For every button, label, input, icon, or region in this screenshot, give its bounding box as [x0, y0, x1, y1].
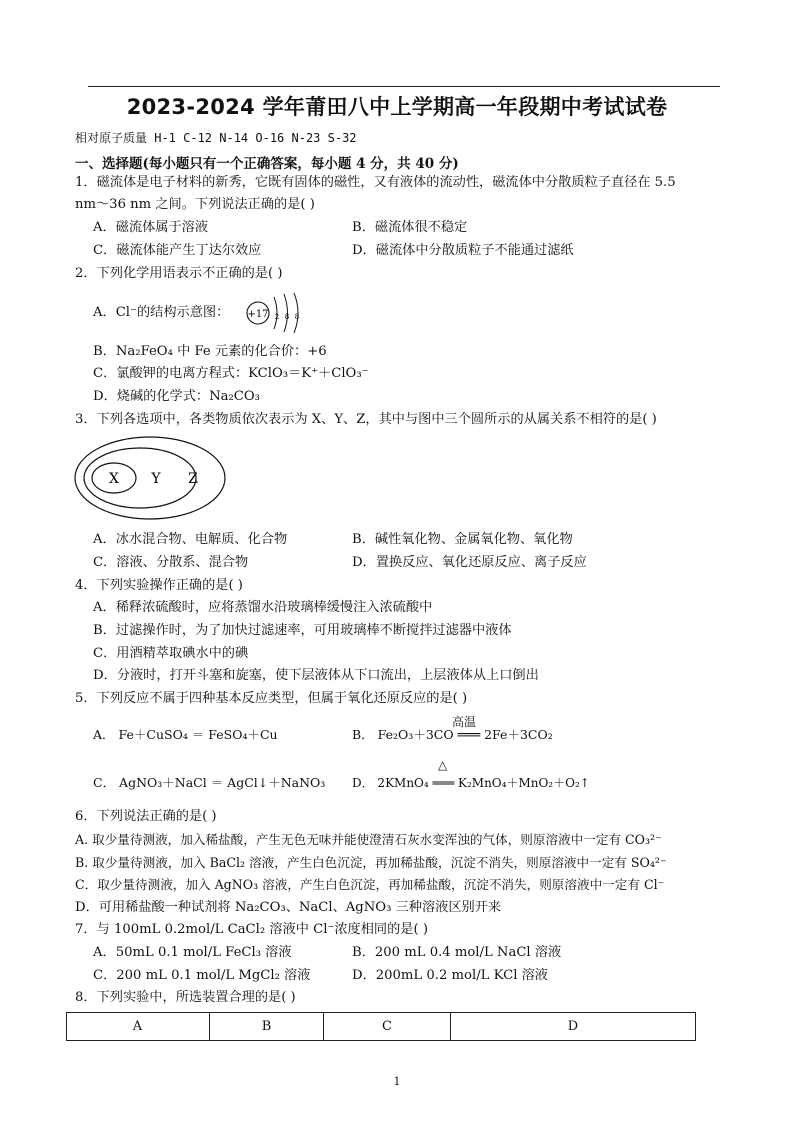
q8-stem: 8．下列实验中，所选装置合理的是( ) — [75, 990, 296, 1005]
table-header-a: A — [66, 1012, 210, 1041]
q1-option-d: D．磁流体中分散质粒子不能通过滤纸 — [352, 243, 574, 258]
q1-stem-line1: 1．磁流体是电子材料的新秀，它既有固体的磁性，又有液体的流动性，磁流体中分散质粒子直径在 5.5 — [75, 175, 676, 190]
circle-label-y: Y — [151, 471, 161, 487]
q5-option-b: B． Fe₂O₃＋3CO ═══ 2Fe＋3CO₂ — [352, 727, 553, 742]
q3-option-b: B．碱性氧化物、金属氧化物、氧化物 — [352, 532, 573, 547]
q6-option-a: A. 取少量待测液，加入稀盐酸，产生无色无味并能使澄清石灰水变浑浊的气体，则原溶液中一定有 CO₃²⁻ — [75, 832, 662, 847]
q5-d-condition: △ — [438, 758, 448, 772]
chloride-ion-structure-diagram — [244, 291, 308, 335]
q5-option-d: D． 2KMnO₄ ═══ K₂MnO₄＋MnO₂＋O₂↑ — [352, 776, 590, 790]
section-heading: 一、选择题(每小题只有一个正确答案，每小题 4 分，共 40 分) — [75, 156, 459, 172]
shell-2-electrons: 8 — [284, 313, 290, 321]
q3-option-c: C．溶液、分散系、混合物 — [93, 555, 249, 570]
q2-option-a: A．Cl⁻的结构示意图： — [93, 305, 230, 320]
q5-b-condition: 高温 — [452, 715, 477, 729]
table-header-d: D — [567, 1019, 579, 1034]
q5-stem: 5．下列反应不属于四种基本反应类型，但属于氧化还原反应的是( ) — [75, 691, 468, 706]
shell-3-electrons: 8 — [294, 313, 300, 321]
q3-option-d: D．置换反应、氧化还原反应、离子反应 — [352, 555, 587, 570]
q4-stem: 4．下列实验操作正确的是( ) — [75, 578, 243, 593]
circle-label-x: X — [109, 471, 119, 487]
q7-stem: 7．与 100mL 0.2mol/L CaCl₂ 溶液中 Cl⁻浓度相同的是( ) — [75, 922, 428, 937]
circle-label-z: Z — [188, 471, 198, 487]
header-rule — [88, 86, 720, 87]
table-header-c: C — [324, 1012, 451, 1041]
q6-option-b: B. 取少量待测液，加入 BaCl₂ 溶液，产生白色沉淀，再加稀盐酸，沉淀不消失，则原溶液中一定有 SO₄²⁻ — [75, 855, 667, 870]
nested-circles-diagram — [72, 434, 232, 522]
table-header-b: B — [210, 1012, 324, 1041]
q3-stem: 3．下列各选项中，各类物质依次表示为 X、Y、Z，其中与图中三个圆所示的从属关系不相符的是( ) — [75, 412, 657, 427]
q4-option-c: C．用酒精萃取碘水中的碘 — [93, 646, 249, 661]
q4-option-b: B．过滤操作时，为了加快过滤速率，可用玻璃棒不断搅拌过滤器中液体 — [93, 623, 512, 638]
q7-option-b: B．200 mL 0.4 mol/L NaCl 溶液 — [352, 945, 562, 960]
q1-option-b: B．磁流体很不稳定 — [352, 220, 468, 235]
q7-option-a: A．50mL 0.1 mol/L FeCl₃ 溶液 — [93, 945, 292, 960]
q6-option-d: D．可用稀盐酸一种试剂将 Na₂CO₃、NaCl、AgNO₃ 三种溶液区别开来 — [75, 900, 502, 915]
q1-stem-line2: nm～36 nm 之间。下列说法正确的是( ) — [75, 197, 315, 212]
q6-option-c: C．取少量待测液，加入 AgNO₃ 溶液，产生白色沉淀，再加稀盐酸，沉淀不消失，则原溶液中一定有 Cl⁻ — [75, 877, 665, 892]
q4-option-a: A．稀释浓硫酸时，应将蒸馏水沿玻璃棒缓慢注入浓硫酸中 — [93, 600, 433, 615]
q7-option-c: C．200 mL 0.1 mol/L MgCl₂ 溶液 — [93, 968, 311, 983]
q4-option-d: D．分液时，打开斗塞和旋塞，使下层液体从下口流出，上层液体从上口倒出 — [93, 668, 539, 683]
q1-option-c: C．磁流体能产生丁达尔效应 — [93, 243, 262, 258]
q5-option-c: C． AgNO₃＋NaCl ＝ AgCl↓＋NaNO₃ — [93, 775, 326, 790]
page-number: 1 — [393, 1075, 401, 1088]
q2-stem: 2．下列化学用语表示不正确的是( ) — [75, 266, 283, 281]
atomic-mass-line: 相对原子质量 H-1 C-12 N-14 O-16 N-23 S-32 — [75, 131, 357, 145]
q2-option-b: B．Na₂FeO₄ 中 Fe 元素的化合价：+6 — [93, 344, 327, 359]
q2-option-d: D．烧碱的化学式：Na₂CO₃ — [93, 389, 260, 404]
exam-title: 2023-2024 学年莆田八中上学期高一年段期中考试试卷 — [126, 95, 668, 119]
nucleus-charge: +17 — [247, 309, 269, 320]
q3-option-a: A．冰水混合物、电解质、化合物 — [93, 532, 288, 547]
q1-option-a: A．磁流体属于溶液 — [93, 220, 209, 235]
q5-option-a: A． Fe＋CuSO₄ ＝ FeSO₄＋Cu — [93, 727, 278, 742]
q2-option-c: C．氯酸钾的电离方程式：KClO₃＝K⁺＋ClO₃⁻ — [93, 366, 369, 381]
shell-1-electrons: 2 — [274, 313, 280, 321]
q6-stem: 6．下列说法正确的是( ) — [75, 809, 217, 824]
q7-option-d: D．200mL 0.2 mol/L KCl 溶液 — [352, 968, 548, 983]
